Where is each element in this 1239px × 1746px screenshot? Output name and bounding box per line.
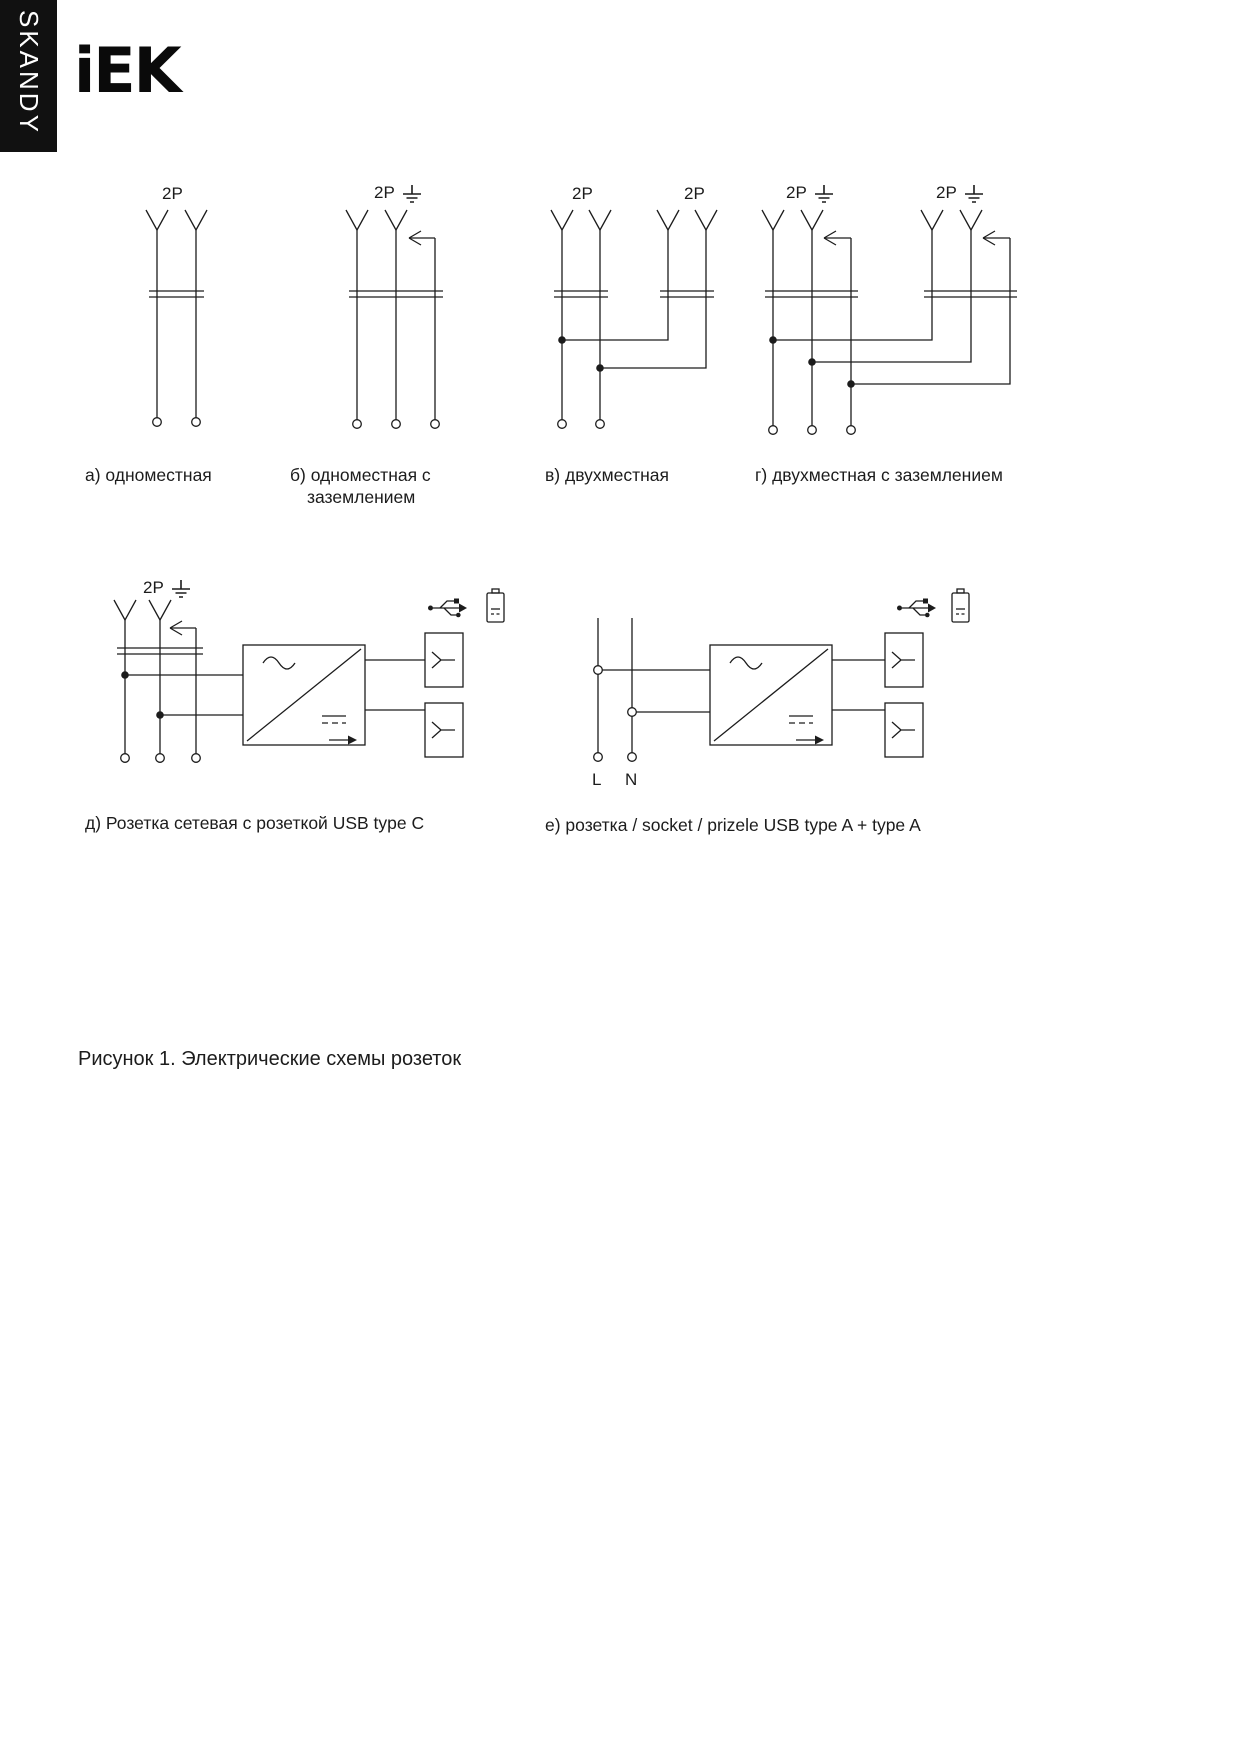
- terminal-circle: [558, 420, 567, 429]
- junction-dot: [558, 336, 566, 344]
- usb-port-box: [885, 633, 923, 687]
- brand-tab: [0, 0, 57, 152]
- label-2p-text: 2P: [936, 183, 957, 202]
- caption-diagram-d: г) двухместная с заземлением: [755, 465, 1003, 485]
- terminal-circle: [153, 418, 162, 427]
- pin-contact-icon: [385, 210, 407, 230]
- caption-line-2: заземлением: [307, 487, 416, 507]
- brand-logo-iek: iEK: [74, 34, 180, 107]
- label-2p-ground-d-right: [936, 183, 984, 206]
- terminal-circle: [192, 754, 201, 763]
- label-n-text: N: [625, 770, 638, 789]
- pin-contact-icon: [146, 210, 168, 230]
- power-supply-unit-box: [243, 645, 365, 745]
- pin-contact-icon: [695, 210, 717, 230]
- diagram-b-single-grounded: [346, 210, 443, 428]
- label-2p-text: 2P: [162, 184, 183, 203]
- earth-ground-icon: [171, 579, 191, 601]
- terminal-circle: [192, 418, 201, 427]
- label-2p-ground-e: [143, 578, 191, 601]
- label-2p-text: 2P: [143, 578, 164, 597]
- pin-contact-icon: [589, 210, 611, 230]
- pin-contact-icon: [960, 210, 982, 230]
- label-2p-c-left: [572, 184, 593, 204]
- terminal-circle: [431, 420, 440, 429]
- terminal-circle: [628, 708, 637, 717]
- terminal-circle: [769, 426, 778, 435]
- label-line-l: [592, 770, 601, 790]
- label-line-n: [625, 770, 637, 790]
- diagram-f-socket-usb-a: [594, 589, 969, 761]
- diagram-a-single: [146, 210, 207, 426]
- terminal-circle: [392, 420, 401, 429]
- power-supply-unit-box: [710, 645, 832, 745]
- label-2p-text: 2P: [786, 183, 807, 202]
- usb-icon: [897, 599, 936, 618]
- junction-dot: [156, 711, 164, 719]
- pin-contact-icon: [185, 210, 207, 230]
- caption-diagram-c: в) двухместная: [545, 465, 670, 485]
- terminal-circle: [596, 420, 605, 429]
- brand-tab-label: SKANDY: [14, 10, 44, 135]
- pin-contact-icon: [551, 210, 573, 230]
- caption-diagram-f: е) розетка / socket / prizele USB type A + type A: [545, 815, 921, 835]
- pin-contact-icon: [149, 600, 171, 620]
- junction-dot: [847, 380, 855, 388]
- earth-ground-icon: [814, 184, 834, 206]
- usb-port-box: [885, 703, 923, 757]
- label-2p-text: 2P: [684, 184, 705, 203]
- junction-dot: [121, 671, 129, 679]
- usb-port-box: [425, 633, 463, 687]
- label-2p-ground-b: [374, 183, 422, 206]
- label-2p-a: [162, 184, 183, 204]
- pin-contact-icon: [762, 210, 784, 230]
- battery-icon: [487, 589, 504, 622]
- caption-line-1: б) одноместная с: [290, 465, 431, 485]
- caption-diagram-b: [290, 464, 431, 508]
- label-2p-ground-d-left: [786, 183, 834, 206]
- pin-contact-icon: [921, 210, 943, 230]
- pin-contact-icon: [657, 210, 679, 230]
- diagram-c-double: [551, 210, 717, 428]
- label-2p-text: 2P: [374, 183, 395, 202]
- terminal-circle: [808, 426, 817, 435]
- earth-ground-icon: [964, 184, 984, 206]
- caption-diagram-e: д) Розетка сетевая с розеткой USB type C: [85, 813, 425, 833]
- usb-icon: [428, 599, 467, 618]
- terminal-circle: [628, 753, 637, 762]
- figure-caption: Рисунок 1. Электрические схемы розеток: [78, 1048, 462, 1070]
- terminal-circle: [121, 754, 130, 763]
- earth-ground-icon: [402, 184, 422, 206]
- diagram-d-double-grounded: [762, 210, 1017, 434]
- junction-dot: [808, 358, 816, 366]
- junction-dot: [596, 364, 604, 372]
- diagram-e-socket-usb-c: [114, 589, 504, 762]
- pin-contact-icon: [114, 600, 136, 620]
- terminal-circle: [353, 420, 362, 429]
- label-2p-text: 2P: [572, 184, 593, 203]
- usb-port-box: [425, 703, 463, 757]
- label-2p-c-right: [684, 184, 705, 204]
- battery-icon: [952, 589, 969, 622]
- terminal-circle: [594, 753, 603, 762]
- pin-contact-icon: [801, 210, 823, 230]
- terminal-circle: [594, 666, 603, 675]
- caption-diagram-a: а) одноместная: [85, 465, 212, 485]
- terminal-circle: [156, 754, 165, 763]
- pin-contact-icon: [346, 210, 368, 230]
- junction-dot: [769, 336, 777, 344]
- label-l-text: L: [592, 770, 602, 789]
- terminal-circle: [847, 426, 856, 435]
